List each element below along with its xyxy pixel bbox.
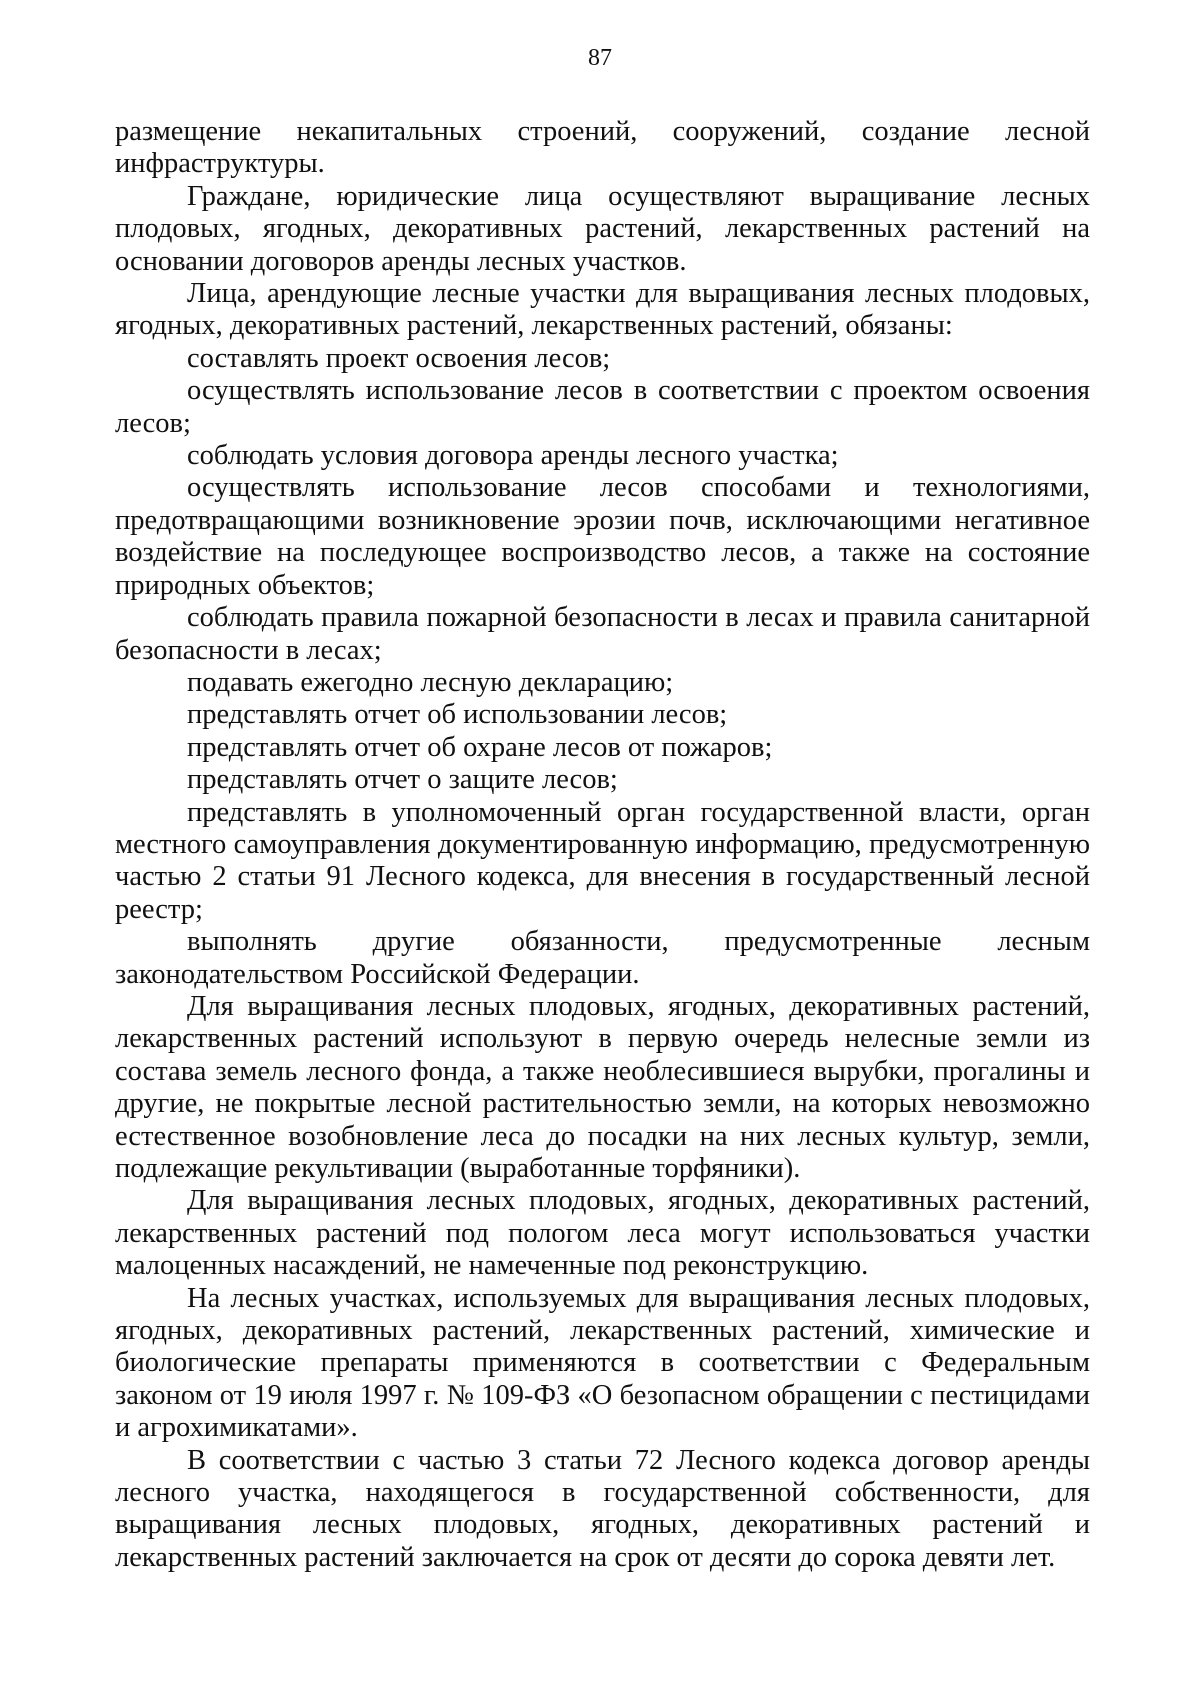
paragraph-chemical-preparations: На лесных участках, используемых для выращивания лесных плодовых, ягодных, декоративных растений, лекарственных растений, химические и биологические препараты применяются в соответствии с Федеральным законом от 19 июля 1997 г. № 109-ФЗ «О безопасном обращении с пестицидами и агрохимикатами».: [115, 1282, 1090, 1444]
list-item-obligation: выполнять другие обязанности, предусмотренные лесным законодательством Российской Федерации.: [115, 926, 1090, 990]
page-number: 87: [588, 45, 612, 71]
list-item-obligation: осуществлять использование лесов способами и технологиями, предотвращающими возникновение эрозии почв, исключающими негативное воздействие на последующее воспроизводство лесов, а также на состояние природных объектов;: [115, 472, 1090, 601]
list-item-obligation: соблюдать условия договора аренды лесного участка;: [187, 440, 839, 472]
paragraph-citizens-cultivation: Граждане, юридические лица осуществляют выращивание лесных плодовых, ягодных, декоративных растений, лекарственных растений на основании договоров аренды лесных участков.: [115, 180, 1090, 277]
list-item-obligation: составлять проект освоения лесов;: [187, 342, 611, 374]
list-item-obligation: соблюдать правила пожарной безопасности в лесах и правила санитарной безопасности в лесах;: [115, 602, 1090, 666]
list-item-obligation: представлять в уполномоченный орган государственной власти, орган местного самоуправления документированную информацию, предусмотренную частью 2 статьи 91 Лесного кодекса, для внесения в государственный лесной реестр;: [115, 796, 1090, 925]
page-body: [115, 116, 1090, 1574]
paragraph-lessee-obligations-intro: Лица, арендующие лесные участки для выращивания лесных плодовых, ягодных, декоративных растений, лекарственных растений, обязаны:: [115, 278, 1090, 342]
list-item-obligation: осуществлять использование лесов в соответствии с проектом освоения лесов;: [115, 375, 1090, 439]
list-item-obligation: представлять отчет об охране лесов от пожаров;: [187, 731, 773, 763]
paragraph-canopy-plots: Для выращивания лесных плодовых, ягодных, декоративных растений, лекарственных растений под пологом леса могут использоваться участки малоценных насаждений, не намеченные под реконструкцию.: [115, 1185, 1090, 1282]
list-item-obligation: подавать ежегодно лесную декларацию;: [187, 666, 674, 698]
paragraph-land-selection: Для выращивания лесных плодовых, ягодных, декоративных растений, лекарственных растений используют в первую очередь нелесные земли из состава земель лесного фонда, а также необлесившиеся вырубки, прогалины и другие, не покрытые лесной растительностью земли, на которых невозможно естественное возобновление леса до посадки на них лесных культур, земли, подлежащие рекультивации (выработанные торфяники).: [115, 990, 1090, 1184]
list-item-obligation: представлять отчет о защите лесов;: [187, 764, 618, 796]
paragraph-continuation: размещение некапитальных строений, сооружений, создание лесной инфраструктуры.: [115, 116, 1090, 180]
list-item-obligation: представлять отчет об использовании лесов;: [187, 699, 728, 731]
paragraph-lease-term: В соответствии с частью 3 статьи 72 Лесного кодекса договор аренды лесного участка, находящегося в государственной собственности, для выращивания лесных плодовых, ягодных, декоративных растений и лекарственных растений заключается на срок от десяти до сорока девяти лет.: [115, 1444, 1090, 1573]
